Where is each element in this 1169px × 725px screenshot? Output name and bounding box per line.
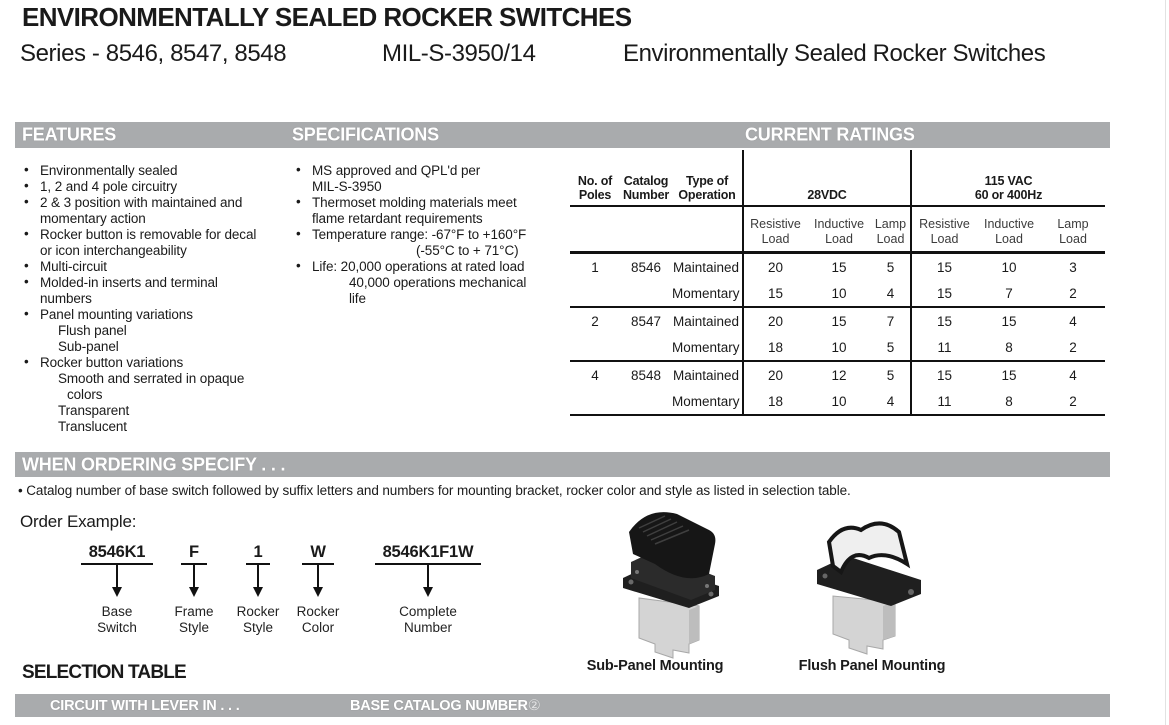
- rating-value-cell: 18: [743, 334, 807, 361]
- current-ratings-header: CURRENT RATINGS: [745, 124, 915, 145]
- features-list: [24, 163, 284, 435]
- list-line: • Molded-in inserts and terminal: [24, 274, 218, 290]
- rating-value-cell: 15: [911, 361, 977, 388]
- rating-value-cell: 15: [831, 313, 847, 329]
- rating-value-cell: 12: [831, 367, 847, 383]
- list-line: • MS approved and QPL'd per: [296, 162, 481, 178]
- current-ratings-table: [570, 150, 1105, 416]
- group-header: 115 VAC 60 or 400Hz: [911, 150, 1105, 206]
- rating-value-cell: 11: [911, 388, 977, 415]
- operation-cell: Maintained: [672, 259, 739, 275]
- order-code-label: Frame Style: [174, 604, 214, 635]
- catalog-cell: [620, 334, 672, 361]
- rating-value-cell: 20: [743, 253, 807, 281]
- column-header: Type of Operation: [672, 150, 743, 206]
- poles-cell: [570, 388, 620, 415]
- specifications-header: SPECIFICATIONS: [292, 124, 439, 145]
- list-line: • Environmentally sealed: [24, 162, 178, 178]
- bullet-icon: •: [296, 226, 301, 241]
- bullet-icon: •: [24, 258, 29, 273]
- sub-header: Lamp Load: [871, 206, 911, 253]
- list-line: • Life: 20,000 operations at rated load: [296, 258, 525, 274]
- page-edge-divider: [1165, 0, 1166, 725]
- rating-value-cell: 7: [886, 313, 895, 329]
- group-header: 28VDC: [743, 150, 911, 206]
- selection-table-title: SELECTION TABLE: [22, 662, 186, 683]
- mil-spec-subtitle: MIL-S-3950/14: [382, 40, 536, 67]
- rating-value-cell: 15: [911, 307, 977, 334]
- table-row: [570, 361, 1105, 388]
- sub-header: Lamp Load: [1041, 206, 1105, 253]
- rating-value-cell: 4: [1069, 367, 1077, 383]
- rating-value-cell: 15: [743, 280, 807, 307]
- rating-value-cell: 10: [807, 280, 871, 307]
- order-code: 8546K1F1W: [375, 543, 482, 565]
- bullet-icon: •: [296, 162, 301, 177]
- list-line: MIL-S-3950: [312, 179, 382, 194]
- flush-panel-caption: Flush Panel Mounting: [798, 658, 946, 674]
- list-line: 40,000 operations mechanical: [349, 275, 527, 290]
- poles-cell: 2: [591, 313, 599, 329]
- sub-panel-caption: Sub-Panel Mounting: [586, 658, 724, 674]
- operation-cell: Momentary: [672, 334, 743, 361]
- list-line: or icon interchangeability: [40, 243, 187, 258]
- order-code-label: Complete Number: [399, 604, 457, 635]
- rating-value-cell: 11: [911, 334, 977, 361]
- list-line: flame retardant requirements: [312, 211, 483, 226]
- order-code-label: Base Switch: [97, 604, 137, 635]
- list-line: colors: [67, 387, 103, 402]
- bullet-icon: •: [24, 162, 29, 177]
- footnote-2-icon: ②: [527, 697, 541, 714]
- table-row: [570, 334, 1105, 361]
- list-line: momentary action: [40, 211, 146, 226]
- list-line: • 2 & 3 position with maintained and: [24, 194, 243, 210]
- order-example-label: Order Example:: [20, 512, 137, 531]
- spacer-cell: [570, 206, 620, 253]
- catalog-cell: 8548: [630, 367, 662, 383]
- order-code-label: Rocker Style: [236, 604, 280, 635]
- list-line: • Thermoset molding materials meet: [296, 194, 517, 210]
- features-header: FEATURES: [22, 124, 117, 145]
- rating-value-cell: 10: [807, 388, 871, 415]
- when-ordering-header: WHEN ORDERING SPECIFY . . .: [22, 454, 286, 474]
- rating-value-cell: 2: [1041, 280, 1105, 307]
- rating-value-cell: 18: [743, 388, 807, 415]
- catalog-cell: 8546: [630, 259, 662, 275]
- order-example-column: [373, 543, 483, 636]
- list-line: Translucent: [58, 419, 127, 434]
- table-row: [570, 388, 1105, 415]
- order-code: 8546K1: [81, 543, 154, 565]
- table-row: [570, 280, 1105, 307]
- ordering-note: • Catalog number of base switch followed by suffix letters and numbers for mounting bracket, rocker color and style as listed in selection table.: [18, 483, 851, 498]
- order-code: F: [181, 543, 207, 565]
- rating-value-cell: 2: [1041, 334, 1105, 361]
- specifications-list: [296, 163, 576, 307]
- bullet-icon: •: [296, 258, 301, 273]
- rating-value-cell: 4: [871, 280, 911, 307]
- rating-value-cell: 20: [743, 307, 807, 334]
- list-line: Flush panel: [58, 323, 127, 338]
- bullet-icon: •: [24, 194, 29, 209]
- list-line: numbers: [40, 291, 92, 306]
- list-line: • 1, 2 and 4 pole circuitry: [24, 178, 178, 194]
- series-subtitle: Series - 8546, 8547, 8548: [20, 40, 287, 67]
- list-line: • Rocker button is removable for decal: [24, 226, 257, 242]
- bullet-icon: •: [24, 226, 29, 241]
- rating-value-cell: 15: [911, 253, 977, 281]
- operation-cell: Momentary: [672, 388, 743, 415]
- rating-value-cell: 15: [1001, 313, 1017, 329]
- rating-value-cell: 2: [1041, 388, 1105, 415]
- down-arrow-icon: [373, 565, 483, 602]
- table-row: [570, 253, 1105, 281]
- rating-value-cell: 10: [1001, 259, 1017, 275]
- list-line: (-55°C to + 71°C): [416, 243, 519, 258]
- operation-cell: Maintained: [672, 367, 739, 383]
- circuit-with-lever-header: CIRCUIT WITH LEVER IN . . .: [50, 697, 240, 714]
- bullet-icon: •: [24, 274, 29, 289]
- order-example-column: [273, 543, 363, 636]
- bullet-icon: •: [24, 178, 29, 193]
- poles-cell: 1: [591, 259, 599, 275]
- ordering-section-bar: [15, 452, 1110, 477]
- page-title: ENVIRONMENTALLY SEALED ROCKER SWITCHES: [22, 2, 632, 32]
- rating-value-cell: 8: [977, 334, 1041, 361]
- rating-value-cell: 4: [1069, 313, 1077, 329]
- operation-cell: Maintained: [672, 313, 739, 329]
- list-line: • Temperature range: -67°F to +160°F: [296, 226, 527, 242]
- rating-value-cell: 5: [886, 259, 895, 275]
- rating-value-cell: 4: [871, 388, 911, 415]
- down-arrow-icon: [273, 565, 363, 602]
- rating-value-cell: 5: [886, 367, 895, 383]
- selection-table-header-bar: [15, 694, 1110, 717]
- rating-value-cell: 15: [1001, 367, 1017, 383]
- order-code-label: Rocker Color: [296, 604, 340, 635]
- rating-value-cell: 15: [831, 259, 847, 275]
- list-line: • Panel mounting variations: [24, 306, 193, 322]
- poles-cell: [570, 280, 620, 307]
- rating-value-cell: 15: [911, 280, 977, 307]
- sub-header: Resistive Load: [743, 206, 807, 253]
- list-line: Sub-panel: [58, 339, 119, 354]
- rating-value-cell: 3: [1069, 259, 1077, 275]
- poles-cell: [570, 334, 620, 361]
- sub-header: Resistive Load: [911, 206, 977, 253]
- sub-header: Inductive Load: [807, 206, 871, 253]
- list-line: Smooth and serrated in opaque: [58, 371, 245, 386]
- table-row: [570, 307, 1105, 334]
- bullet-icon: •: [24, 354, 29, 369]
- operation-cell: Momentary: [672, 280, 743, 307]
- rating-value-cell: 5: [871, 334, 911, 361]
- subtitle-right: Environmentally Sealed Rocker Switches: [623, 40, 1046, 67]
- spacer-cell: [620, 206, 672, 253]
- catalog-cell: [620, 388, 672, 415]
- spacer-cell: [672, 206, 743, 253]
- column-header: Catalog Number: [620, 150, 672, 206]
- poles-cell: 4: [591, 367, 599, 383]
- base-catalog-number-header: BASE CATALOG NUMBER②: [350, 697, 541, 714]
- flush-panel-switch-image: [793, 508, 948, 658]
- order-code: 1: [246, 543, 271, 565]
- list-line: life: [349, 291, 366, 306]
- list-line: • Multi-circuit: [24, 258, 107, 274]
- sub-panel-switch-image: [595, 502, 745, 660]
- column-header: No. of Poles: [570, 150, 620, 206]
- rating-value-cell: 10: [807, 334, 871, 361]
- rating-value-cell: 7: [977, 280, 1041, 307]
- sub-header: Inductive Load: [977, 206, 1041, 253]
- order-code: W: [302, 543, 333, 565]
- list-line: Transparent: [58, 403, 130, 418]
- rating-value-cell: 20: [743, 361, 807, 388]
- catalog-cell: 8547: [630, 313, 662, 329]
- rating-value-cell: 8: [977, 388, 1041, 415]
- catalog-cell: [620, 280, 672, 307]
- list-line: • Rocker button variations: [24, 354, 184, 370]
- bullet-icon: •: [24, 306, 29, 321]
- section-header-bar: [15, 122, 1110, 148]
- bullet-icon: •: [296, 194, 301, 209]
